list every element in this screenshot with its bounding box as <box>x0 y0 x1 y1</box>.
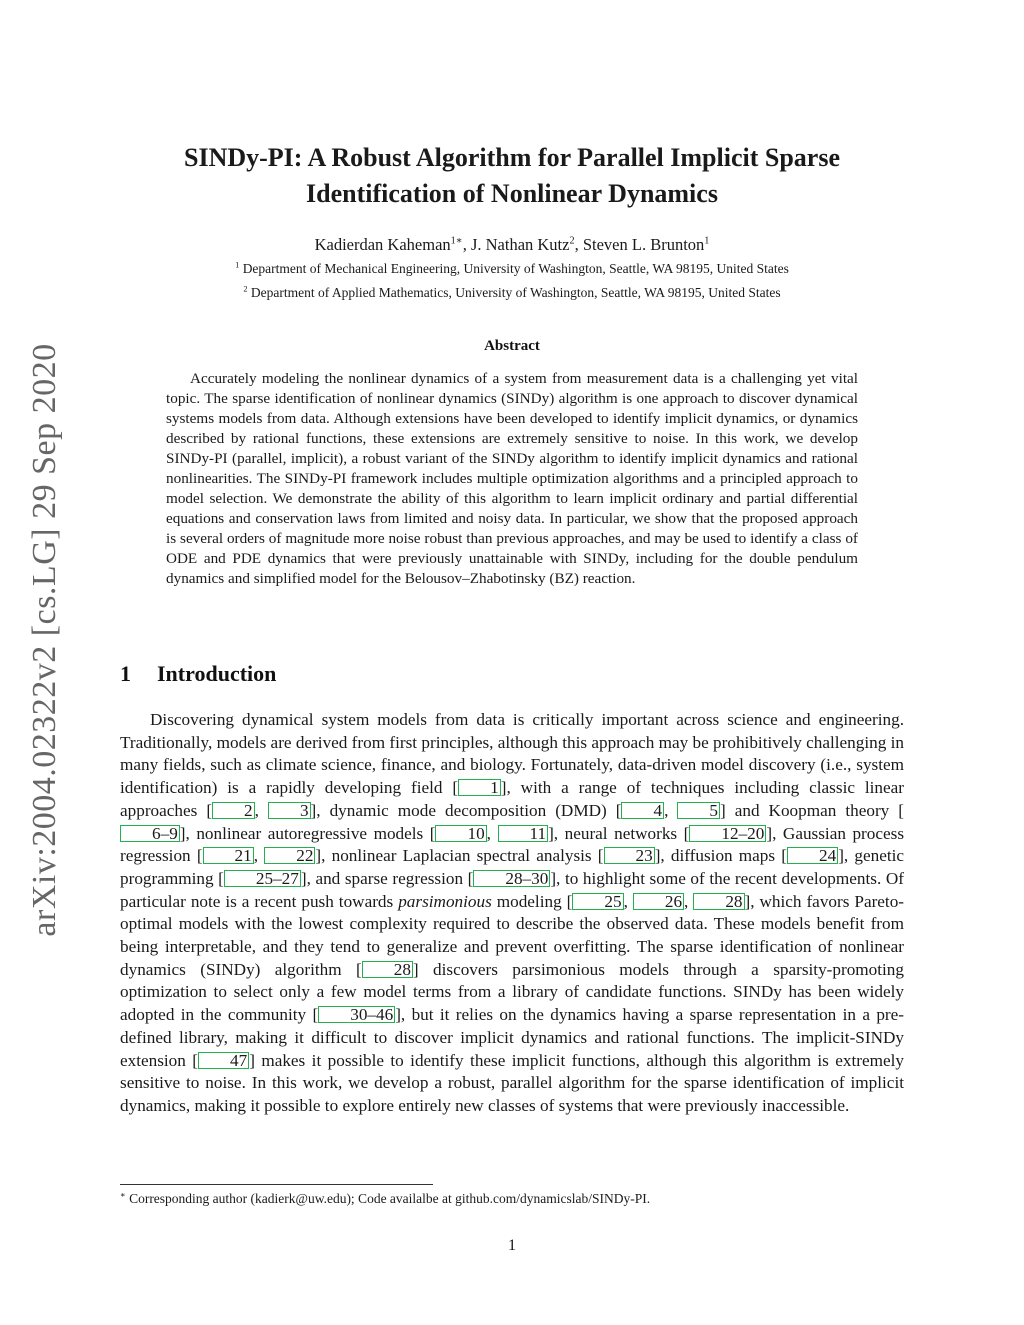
author-list <box>120 235 904 255</box>
citation-link[interactable]: 25–27 <box>224 870 301 887</box>
body-text: ], genetic programming [ <box>120 846 905 888</box>
body-text: ], dynamic mode decomposition (DMD) [ <box>310 800 622 820</box>
footnote-divider <box>120 1184 433 1185</box>
citation-link[interactable]: 6–9 <box>120 825 180 842</box>
citation-link[interactable]: 1 <box>458 779 501 796</box>
arxiv-identifier-stamp: arXiv:2004.02322v2 [cs.LG] 29 Sep 2020 <box>26 343 63 937</box>
body-text: ], Gaussian process regression [ <box>120 823 905 866</box>
citation-link[interactable]: 28–30 <box>473 870 550 887</box>
citation-link[interactable]: 2 <box>212 802 255 819</box>
body-text: , <box>253 846 265 866</box>
body-text: ] discovers parsimonious models through a sparsity-promoting optimization to select only a few model terms from a library of candidate functions. SINDy has been widely adopted in the community [ <box>120 959 904 1025</box>
author-name: Kadierdan Kaheman <box>314 235 451 254</box>
body-text: ], diffusion maps [ <box>654 846 787 866</box>
affiliation-1 <box>120 261 904 277</box>
body-text: Discovering dynamical system models from data is critically important across science and engineering. Traditionally, models are derived from first principles, although this approach may be prohibitively challenging in many fields, such as climate science, finance, and biology. Fortunately, data-driven model discovery (i.e., system identification) is a rapidly developing field [ <box>120 710 904 798</box>
citation-link[interactable]: 28 <box>693 893 744 910</box>
affiliation-text: Department of Mechanical Engineering, University of Washington, Seattle, WA 98195, United States <box>239 261 789 276</box>
citation-link[interactable]: 28 <box>362 961 413 978</box>
emphasized-term: parsimonious <box>398 891 492 911</box>
citation-link[interactable]: 10 <box>435 825 486 842</box>
author-affil-marker: 1∗ <box>450 235 463 247</box>
body-text: ] makes it possible to identify these implicit functions, although this algorithm is extremely sensitive to noise. In this work, we develop a robust, parallel algorithm for the sparse identification of implicit dynamics, making it possible to explore entirely new classes of systems that were previously inaccessible. <box>120 1050 904 1115</box>
abstract-body: Accurately modeling the nonlinear dynamics of a system from measurement data is a challenging yet vital topic. The sparse identification of nonlinear dynamics (SINDy) algorithm is one approach to discover dynamical systems models from data. Although extensions have been developed to identify implicit dynamics, or dynamics described by rational functions, these extensions are extremely sensitive to noise. In this work, we develop SINDy-PI (parallel, implicit), a robust variant of the SINDy algorithm to identify implicit dynamics and rational nonlinearities. The SINDy-PI framework includes multiple optimization algorithms and a principled approach to model selection. We demonstrate the ability of this algorithm to learn implicit ordinary and partial differential equations and conservation laws from limited and noisy data. In particular, we show that the proposed approach is several orders of magnitude more noise robust than previous approaches, and may be used to identify a class of ODE and PDE dynamics that were previously unattainable with SINDy, including for the double pendulum dynamics and simplified model for the Belousov–Zhabotinsky (BZ) reaction. <box>166 370 858 587</box>
introduction-paragraph <box>120 709 904 1118</box>
footnote <box>120 1191 650 1207</box>
body-text: ], but it relies on the dynamics having a sparse representation in a pre-defined library, making it difficult to discover implicit dynamics and rational functions. The implicit-SINDy extension [ <box>120 1005 904 1070</box>
citation-link[interactable]: 11 <box>498 825 549 842</box>
author-name: , J. Nathan Kutz <box>462 235 570 254</box>
body-text: ], and sparse regression [ <box>300 868 474 888</box>
body-text: , <box>254 800 268 820</box>
body-text: ] and Koopman theory [ <box>719 800 904 820</box>
affiliation-text: Department of Applied Mathematics, University of Washington, Seattle, WA 98195, United States <box>247 285 781 300</box>
citation-link[interactable]: 25 <box>572 893 623 910</box>
citation-link[interactable]: 3 <box>268 802 311 819</box>
citation-link[interactable]: 26 <box>633 893 684 910</box>
citation-link[interactable]: 5 <box>677 802 720 819</box>
body-text: , <box>623 891 633 911</box>
citation-link[interactable]: 22 <box>264 847 315 864</box>
body-text: ], which favors Pareto-optimal models with the lowest complexity required to describe the observed data. These models benefit from being interpretable, and they tend to generalize and prevent overfitting. The sparse identification of nonlinear dynamics (SINDy) algorithm [ <box>120 891 905 979</box>
title-line-2: Identification of Nonlinear Dynamics <box>306 179 718 208</box>
citation-link[interactable]: 4 <box>621 802 664 819</box>
footnote-text: Corresponding author (kadierk@uw.edu); Code availalbe at github.com/dynamicslab/SINDy-PI. <box>125 1191 651 1206</box>
abstract-heading: Abstract <box>484 338 540 354</box>
citation-link[interactable]: 47 <box>198 1052 249 1069</box>
body-text: ], to highlight some of the recent developments. Of particular note is a recent push towards <box>120 868 904 911</box>
citation-link[interactable]: 24 <box>787 847 838 864</box>
section-heading <box>120 661 276 687</box>
citation-link[interactable]: 12–20 <box>689 825 766 842</box>
affiliation-marker: 2 <box>243 284 248 294</box>
body-text: ], nonlinear autoregressive models [ <box>179 823 436 843</box>
paper-title <box>120 140 904 212</box>
author-name: , Steven L. Brunton <box>574 235 705 254</box>
section-title: Introduction <box>157 661 277 686</box>
footnote-marker: ∗ <box>120 1190 126 1200</box>
body-text: , <box>664 800 678 820</box>
affiliation-marker: 1 <box>235 260 240 270</box>
section-number: 1 <box>120 661 131 686</box>
citation-link[interactable]: 23 <box>604 847 655 864</box>
body-text: ], nonlinear Laplacian spectral analysis [ <box>315 846 604 866</box>
title-line-1: SINDy-PI: A Robust Algorithm for Parallel Implicit Sparse <box>183 143 841 172</box>
citation-link[interactable]: 21 <box>203 847 254 864</box>
page-number: 1 <box>508 1237 516 1254</box>
body-text: ], with a range of techniques including classic linear approaches [ <box>120 778 904 820</box>
body-text: , <box>684 891 694 911</box>
citation-link[interactable]: 30–46 <box>318 1006 395 1023</box>
body-text: , <box>486 823 498 843</box>
author-affil-marker: 1 <box>704 235 710 247</box>
author-affil-marker: 2 <box>569 235 575 247</box>
body-text: ], neural networks [ <box>548 823 690 843</box>
affiliation-2 <box>120 285 904 301</box>
body-text: modeling [ <box>491 891 573 911</box>
